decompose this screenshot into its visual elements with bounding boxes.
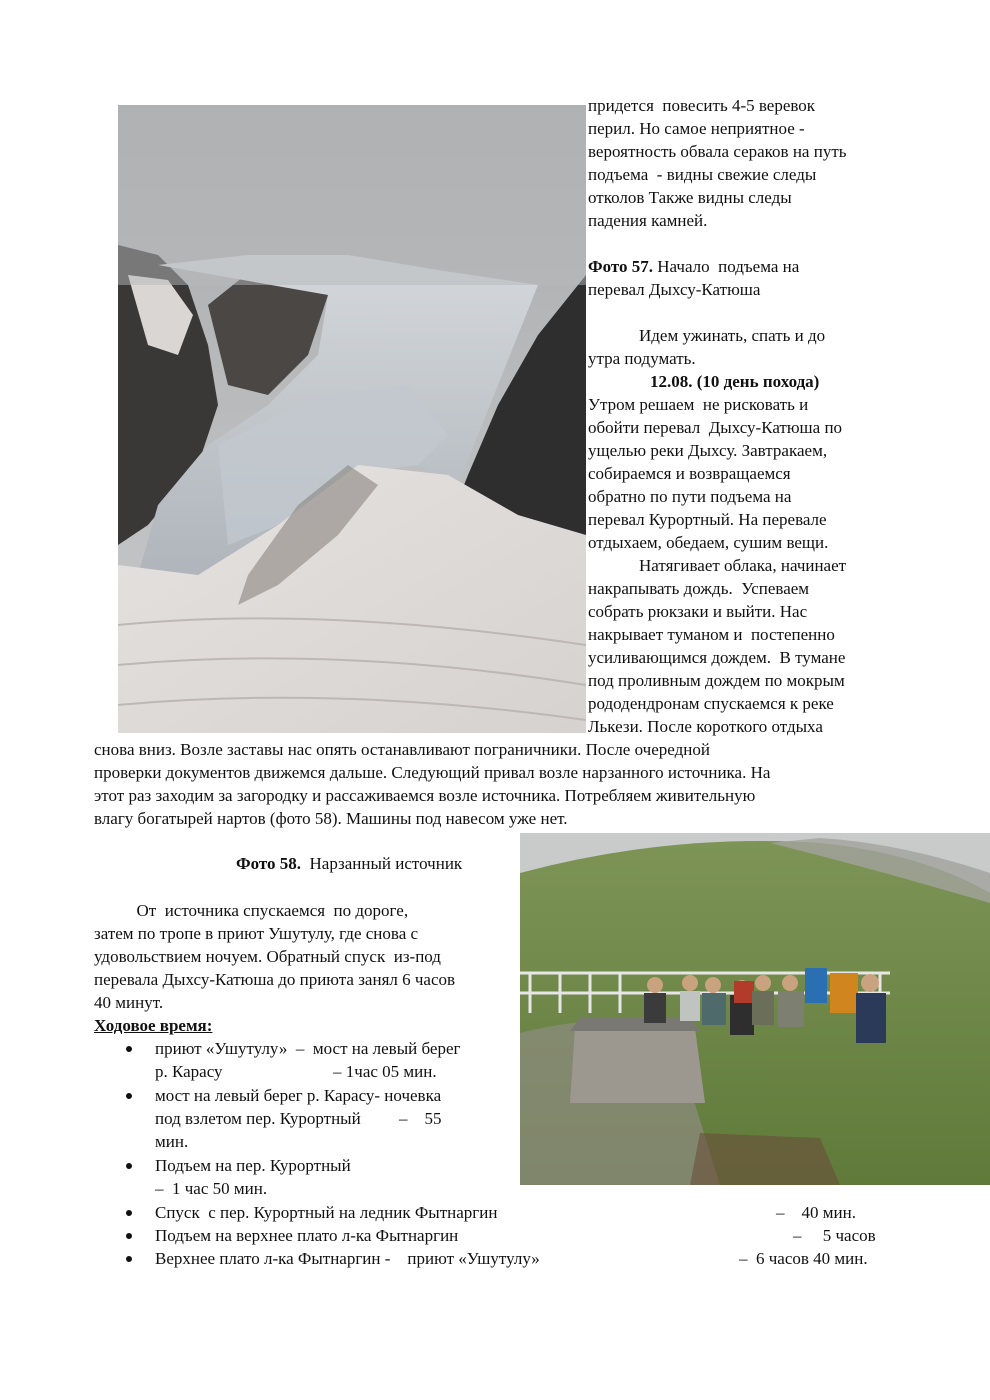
timing-item-line: Спуск с пер. Курортный на ледник Фытнаргин [155, 1203, 498, 1222]
paragraph-line: обратно по пути подъема на [588, 487, 792, 506]
bullet-icon [126, 1210, 132, 1216]
paragraph-line: под проливным дождем по мокрым [588, 671, 845, 690]
paragraph-line: 40 минут. [94, 993, 164, 1012]
timing-item-line: Подъем на пер. Курортный [155, 1156, 351, 1175]
paragraph-line: отдыхаем, обедаем, сушим вещи. [588, 533, 829, 552]
paragraph-line: этот раз заходим за загородку и рассаживаемся возле источника. Потребляем живительную [94, 786, 756, 805]
paragraph-line: Утром решаем не рисковать и [588, 395, 809, 414]
paragraph-line: подъема - видны свежие следы [588, 165, 817, 184]
photo-57-caption-line: перевал Дыхсу-Катюша [588, 280, 761, 299]
paragraph-line: удовольствием ночуем. Обратный спуск из-под [94, 947, 441, 966]
timing-heading [94, 1014, 212, 1037]
paragraph-line: От источника спускаемся по дороге, [94, 901, 409, 920]
timing-item-line: под взлетом пер. Курортный – 55 [155, 1109, 442, 1128]
timing-item-duration: – 40 мин. [776, 1203, 856, 1222]
timing-item-line: Верхнее плато л-ка Фытнаргин - приют «Ушутулу» [155, 1249, 540, 1268]
paragraph-line: отколов Также видны следы [588, 188, 792, 207]
caption-text: Начало подъема на [653, 257, 800, 276]
bullet-icon [126, 1163, 132, 1169]
paragraph-line: собрать рюкзаки и выйти. Нас [588, 602, 808, 621]
spring-photo [520, 833, 990, 1185]
paragraph-line: Лькези. После короткого отдыха [588, 717, 823, 736]
paragraph-line: ущелью реки Дыхсу. Завтракаем, [588, 441, 828, 460]
timing-item-line: приют «Ушутулу» – мост на левый берег [155, 1039, 461, 1058]
paragraph-line: накрапывать дождь. Успеваем [588, 579, 810, 598]
timing-item-line: – 1 час 50 мин. [155, 1179, 268, 1198]
glacier-photo [118, 105, 586, 733]
paragraph-line: вероятность обвала сераков на путь [588, 142, 847, 161]
paragraph-line: проверки документов движемся дальше. Следующий привал возле нарзанного источника. На [94, 763, 771, 782]
timing-item-line: р. Карасу – 1час 05 мин. [155, 1062, 437, 1081]
timing-item-duration: – 6 часов 40 мин. [739, 1249, 868, 1268]
caption-text: Нарзанный источник [301, 854, 463, 873]
paragraph-line: утра подумать. [588, 349, 696, 368]
glacier-image [118, 105, 586, 733]
timing-item-line: мост на левый берег р. Карасу- ночевка [155, 1086, 442, 1105]
caption-label: Фото 58. [236, 854, 302, 873]
bullet-icon [126, 1046, 132, 1052]
paragraph-line: рододендронам спускаемся к реке [588, 694, 834, 713]
timing-item-line: мин. [155, 1132, 189, 1151]
timing-heading-text: Ходовое время: [94, 1016, 213, 1035]
bullet-icon [126, 1093, 132, 1099]
day-heading: 12.08. (10 день похода) [650, 372, 820, 391]
paragraph-line: перил. Но самое неприятное - [588, 119, 805, 138]
timing-item-duration: – 5 часов [793, 1226, 876, 1245]
bullet-icon [126, 1256, 132, 1262]
caption-label: Фото 57. [588, 257, 654, 276]
paragraph-line: падения камней. [588, 211, 708, 230]
paragraph-line: Натягивает облака, начинает [588, 556, 847, 575]
paragraph-line: перевала Дыхсу-Катюша до приюта занял 6 часов [94, 970, 456, 989]
paragraph-line: усиливающимся дождем. В тумане [588, 648, 846, 667]
paragraph-line: накрывает туманом и постепенно [588, 625, 835, 644]
spring-image [520, 833, 990, 1185]
paragraph-line: снова вниз. Возле заставы нас опять останавливают пограничники. После очередной [94, 740, 710, 759]
paragraph-line: собираемся и возвращаемся [588, 464, 791, 483]
timing-item-line: Подъем на верхнее плато л-ка Фытнаргин [155, 1226, 459, 1245]
paragraph-line: затем по тропе в приют Ушутулу, где снова с [94, 924, 419, 943]
paragraph-line: придется повесить 4-5 веревок [588, 96, 816, 115]
paragraph-line: влагу богатырей нартов (фото 58). Машины под навесом уже нет. [94, 809, 568, 828]
paragraph-line: обойти перевал Дыхсу-Катюша по [588, 418, 843, 437]
bullet-icon [126, 1233, 132, 1239]
photo-57-caption [588, 255, 799, 278]
paragraph-line: перевал Курортный. На перевале [588, 510, 827, 529]
paragraph-line: Идем ужинать, спать и до [588, 326, 826, 345]
photo-58-caption [236, 852, 462, 875]
